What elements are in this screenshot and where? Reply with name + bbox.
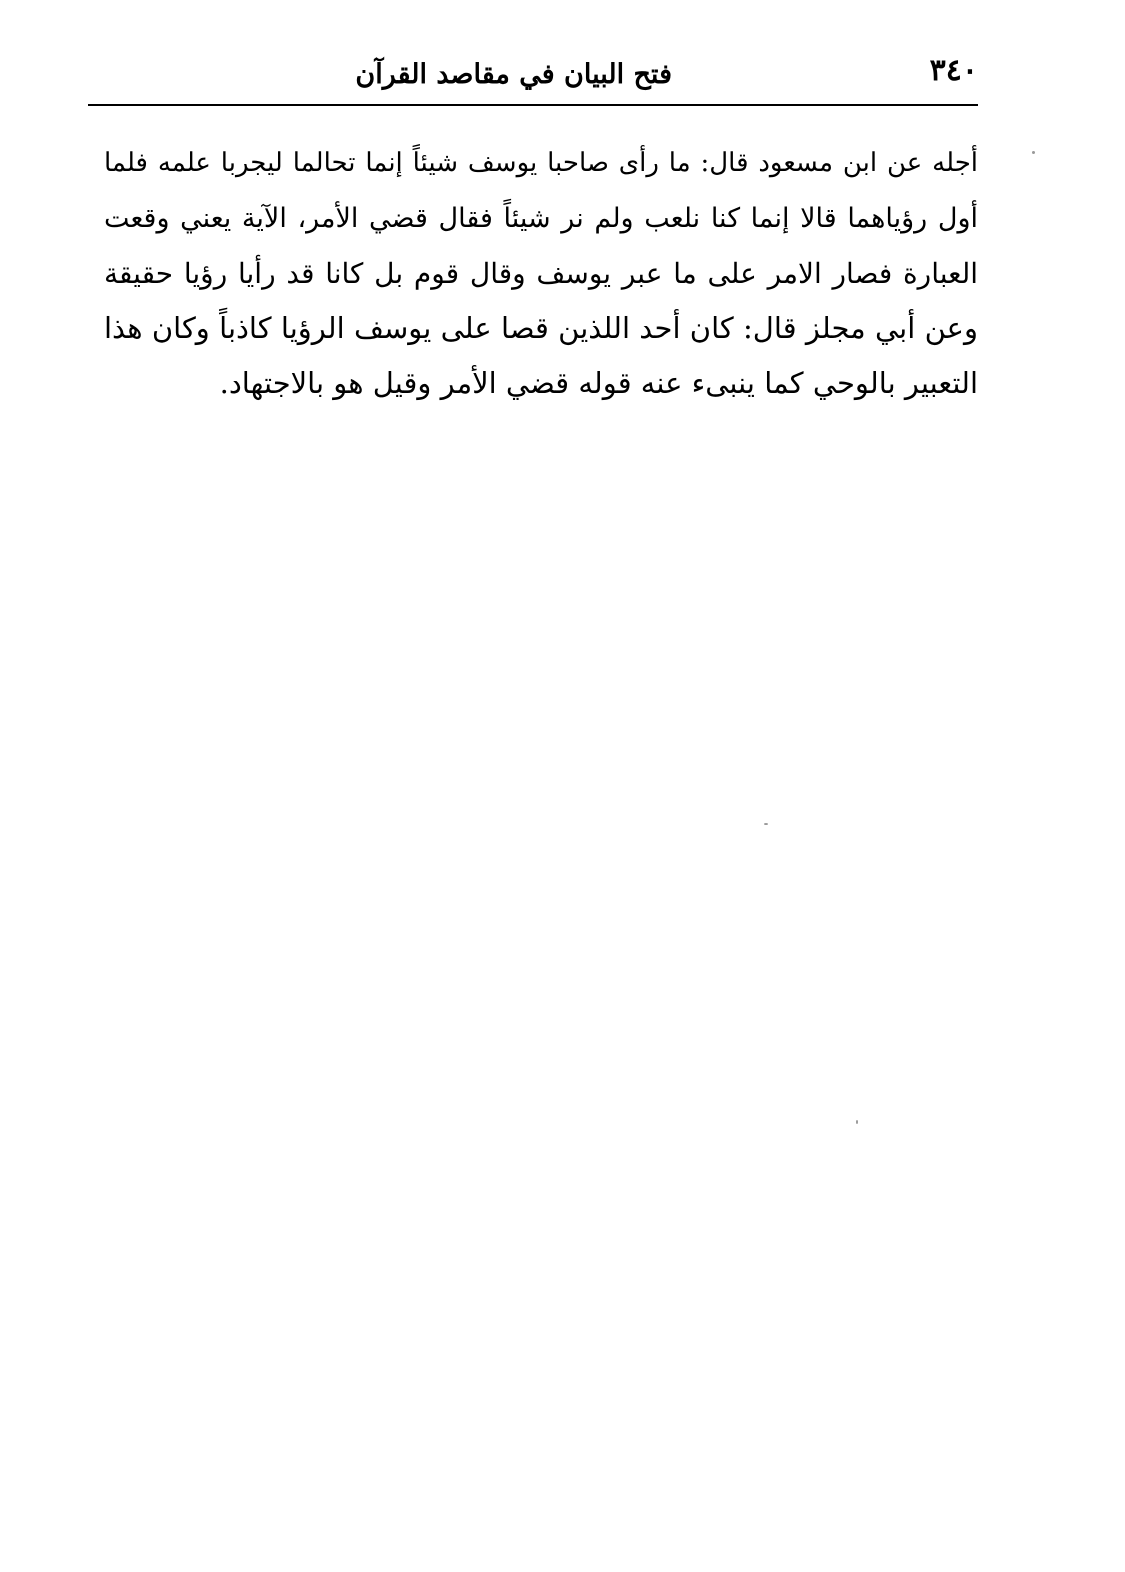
text-line: العبارة فصار الامر على ما عبر يوسف وقال قوم بل كانا قد رأيا رؤيا حقيقة xyxy=(104,257,978,290)
page-number: ٣٤٠ xyxy=(929,53,978,88)
text-line: أول رؤياهما قالا إنما كنا نلعب ولم نر شيئاً فقال قضي الأمر، الآية يعني وقعت xyxy=(104,203,978,234)
text-line: وعن أبي مجلز قال: كان أحد اللذين قصا على يوسف الرؤيا كاذباً وكان هذا xyxy=(104,311,978,345)
text-line: التعبير بالوحي كما ينبىء عنه قوله قضي الأمر وقيل هو بالاجتهاد. xyxy=(219,366,978,400)
scan-speck xyxy=(764,823,768,825)
scan-speck xyxy=(1032,151,1035,154)
header-rule xyxy=(88,104,978,106)
page-header xyxy=(88,40,978,102)
scan-speck xyxy=(856,1120,858,1124)
running-title: فتح البيان في مقاصد القرآن xyxy=(355,59,672,90)
body-text xyxy=(104,136,978,411)
text-line: أجله عن ابن مسعود قال: ما رأى صاحبا يوسف شيئاً إنما تحالما ليجربا علمه فلما xyxy=(104,148,978,178)
